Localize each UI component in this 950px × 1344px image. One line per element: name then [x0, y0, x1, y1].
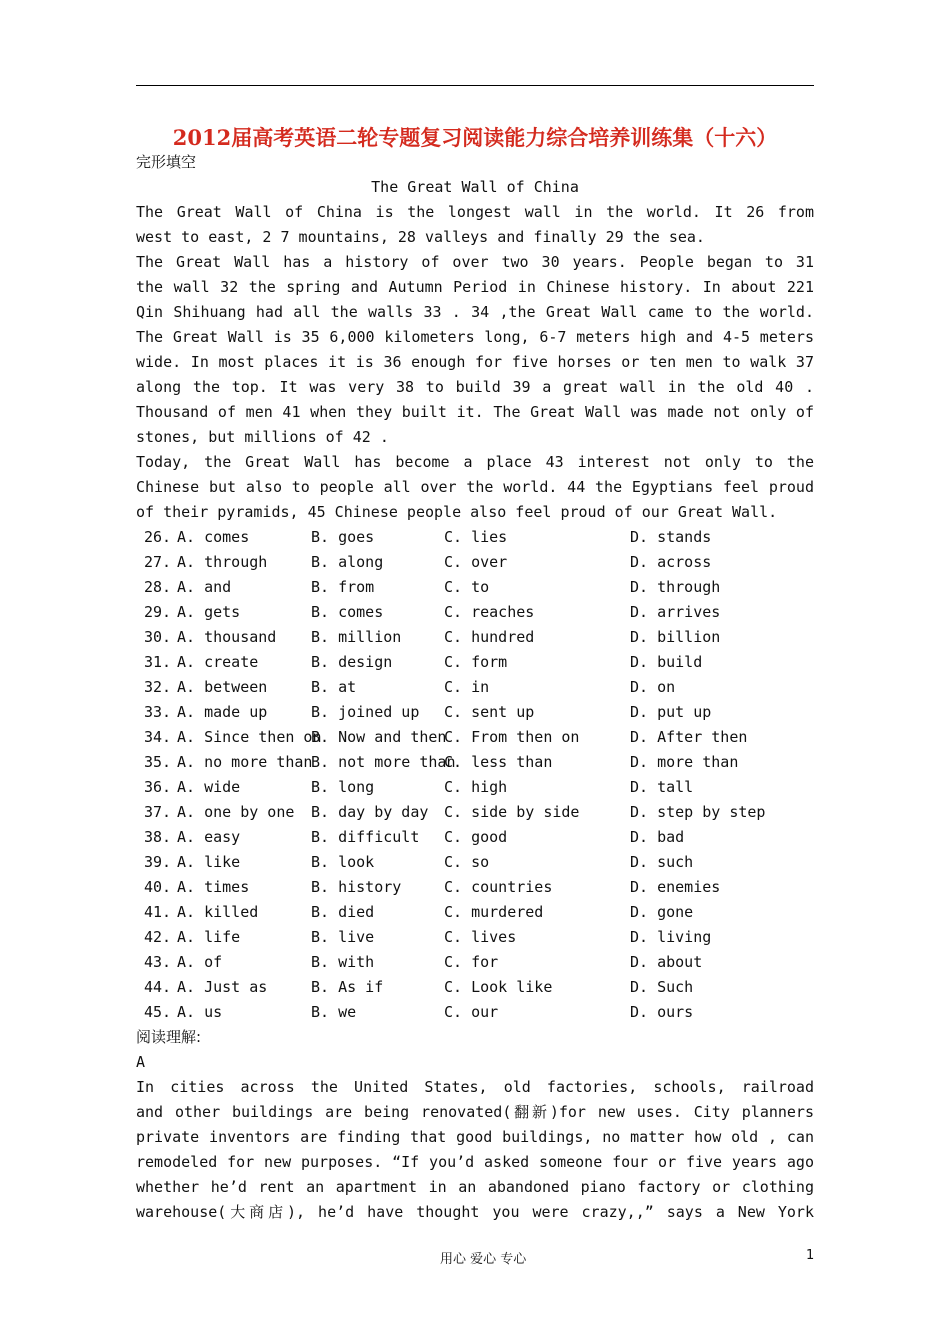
passage-line: along the top. It was very 38 to build 39 a great wall in the old 40 .	[136, 378, 814, 396]
question-list	[136, 525, 814, 1025]
question-number: 28.	[144, 578, 172, 596]
option-d: D. step by step	[630, 803, 766, 821]
question-row	[136, 700, 814, 725]
option-d: D. bad	[630, 828, 685, 846]
question-row	[136, 1000, 814, 1025]
option-c: C. so	[444, 853, 490, 871]
question-row	[136, 550, 814, 575]
option-b: B. day by day	[311, 803, 429, 821]
option-b: B. look	[311, 853, 375, 871]
option-c: C. sent up	[444, 703, 535, 721]
option-d: D. enemies	[630, 878, 721, 896]
question-number: 41.	[144, 903, 172, 921]
question-number: 44.	[144, 978, 172, 996]
option-d: D. across	[630, 553, 712, 571]
option-b: B. comes	[311, 603, 384, 621]
option-a: A. wide	[177, 778, 241, 796]
question-row	[136, 600, 814, 625]
option-d: D. such	[630, 853, 694, 871]
option-b: B. million	[311, 628, 402, 646]
option-a: A. between	[177, 678, 268, 696]
question-number: 31.	[144, 653, 172, 671]
passage-line: stones, but millions of 42 .	[136, 428, 389, 446]
option-c: C. high	[444, 778, 508, 796]
reading-line: private inventors are finding that good buildings, no matter how old , can	[136, 1128, 814, 1146]
option-b: B. As if	[311, 978, 384, 996]
option-b: B. goes	[311, 528, 375, 546]
passage-line: Today, the Great Wall has become a place 43 interest not only to the	[136, 453, 814, 471]
option-c: C. for	[444, 953, 499, 971]
question-row	[136, 775, 814, 800]
passage-line: The Great Wall has a history of over two 30 years. People began to 31	[136, 253, 814, 271]
option-c: C. lives	[444, 928, 517, 946]
passage-line: wide. In most places it is 36 enough for five horses or ten men to walk 37	[136, 353, 814, 371]
option-c: C. our	[444, 1003, 499, 1021]
question-number: 35.	[144, 753, 172, 771]
cloze-passage	[136, 200, 814, 525]
question-row	[136, 925, 814, 950]
section-heading-reading: 阅读理解:	[136, 1028, 202, 1046]
question-row	[136, 800, 814, 825]
option-a: A. times	[177, 878, 250, 896]
reading-line: warehouse(大商店), he’d have thought you were crazy,,” says a New York	[136, 1203, 814, 1221]
option-a: A. easy	[177, 828, 241, 846]
option-c: C. murdered	[444, 903, 544, 921]
passage-line: The Great Wall of China is the longest wall in the world. It 26 from	[136, 203, 814, 221]
reading-passage	[136, 1075, 814, 1225]
page-body	[136, 150, 814, 1225]
reading-line: whether he’d rent an apartment in an abandoned piano factory or clothing	[136, 1178, 814, 1196]
option-c: C. to	[444, 578, 490, 596]
option-b: B. at	[311, 678, 357, 696]
option-c: C. From then on	[444, 728, 580, 746]
question-row	[136, 875, 814, 900]
option-b: B. from	[311, 578, 375, 596]
option-d: D. about	[630, 953, 703, 971]
option-d: D. put up	[630, 703, 712, 721]
option-a: A. us	[177, 1003, 223, 1021]
option-d: D. tall	[630, 778, 694, 796]
option-c: C. reaches	[444, 603, 535, 621]
option-a: A. killed	[177, 903, 259, 921]
page-number: 1	[806, 1248, 815, 1263]
option-b: B. with	[311, 953, 375, 971]
option-d: D. gone	[630, 903, 694, 921]
option-b: B. long	[311, 778, 375, 796]
passage-line: the wall 32 the spring and Autumn Period in Chinese history. In about 221	[136, 278, 814, 296]
passage-line: west to east, 2 7 mountains, 28 valleys and finally 29 the sea.	[136, 228, 705, 246]
option-d: D. ours	[630, 1003, 694, 1021]
question-number: 26.	[144, 528, 172, 546]
question-row	[136, 525, 814, 550]
option-a: A. gets	[177, 603, 241, 621]
option-a: A. through	[177, 553, 268, 571]
option-c: C. Look like	[444, 978, 553, 996]
question-row	[136, 725, 814, 750]
option-a: A. Since then on	[177, 728, 322, 746]
option-d: D. build	[630, 653, 703, 671]
question-number: 29.	[144, 603, 172, 621]
document-title: 2012届高考英语二轮专题复习阅读能力综合培养训练集（十六）	[172, 125, 778, 150]
option-c: C. lies	[444, 528, 508, 546]
question-row	[136, 850, 814, 875]
option-c: C. form	[444, 653, 508, 671]
option-b: B. difficult	[311, 828, 420, 846]
option-a: A. no more than	[177, 753, 313, 771]
option-c: C. good	[444, 828, 508, 846]
question-row	[136, 575, 814, 600]
option-b: B. along	[311, 553, 384, 571]
question-number: 33.	[144, 703, 172, 721]
option-c: C. hundred	[444, 628, 535, 646]
option-c: C. countries	[444, 878, 553, 896]
question-number: 32.	[144, 678, 172, 696]
question-row	[136, 825, 814, 850]
question-row	[136, 950, 814, 975]
option-c: C. less than	[444, 753, 553, 771]
question-number: 42.	[144, 928, 172, 946]
option-a: A. and	[177, 578, 232, 596]
option-d: D. more than	[630, 753, 739, 771]
option-b: B. joined up	[311, 703, 420, 721]
option-a: A. Just as	[177, 978, 268, 996]
option-d: D. living	[630, 928, 712, 946]
question-row	[136, 650, 814, 675]
header-rule	[136, 85, 814, 86]
reading-line: and other buildings are being renovated(翻新)for new uses. City planners	[136, 1103, 814, 1121]
option-b: B. we	[311, 1003, 357, 1021]
option-a: A. one by one	[177, 803, 295, 821]
option-b: B. design	[311, 653, 393, 671]
passage-line: The Great Wall is 35 6,000 kilometers long, 6-7 meters high and 4-5 meters	[136, 328, 814, 346]
option-a: A. create	[177, 653, 259, 671]
passage-line: Qin Shihuang had all the walls 33 . 34 ,the Great Wall came to the world.	[136, 303, 814, 321]
question-number: 39.	[144, 853, 172, 871]
question-row	[136, 675, 814, 700]
passage-line: of their pyramids, 45 Chinese people also feel proud of our Great Wall.	[136, 503, 778, 521]
question-row	[136, 900, 814, 925]
passage-line: Chinese but also to people all over the world. 44 the Egyptians feel proud	[136, 478, 814, 496]
option-b: B. live	[311, 928, 375, 946]
option-d: D. After then	[630, 728, 748, 746]
section-heading-cloze: 完形填空	[136, 153, 197, 171]
passage-line: Thousand of men 41 when they built it. The Great Wall was made not only of	[136, 403, 814, 421]
question-number: 38.	[144, 828, 172, 846]
question-number: 45.	[144, 1003, 172, 1021]
option-d: D. Such	[630, 978, 694, 996]
question-row	[136, 625, 814, 650]
option-a: A. life	[177, 928, 241, 946]
question-number: 37.	[144, 803, 172, 821]
option-b: B. history	[311, 878, 402, 896]
question-number: 43.	[144, 953, 172, 971]
option-d: D. arrives	[630, 603, 721, 621]
option-d: D. on	[630, 678, 676, 696]
option-b: B. not more than	[311, 753, 456, 771]
option-c: C. in	[444, 678, 490, 696]
question-row	[136, 975, 814, 1000]
option-c: C. over	[444, 553, 508, 571]
question-number: 36.	[144, 778, 172, 796]
passage-title: The Great Wall of China	[371, 178, 579, 196]
question-number: 30.	[144, 628, 172, 646]
option-d: D. billion	[630, 628, 721, 646]
option-a: A. like	[177, 853, 241, 871]
option-b: B. died	[311, 903, 375, 921]
question-number: 34.	[144, 728, 172, 746]
option-a: A. of	[177, 953, 223, 971]
reading-line: In cities across the United States, old factories, schools, railroad	[136, 1078, 814, 1096]
option-a: A. made up	[177, 703, 268, 721]
option-a: A. comes	[177, 528, 250, 546]
reading-label: A	[136, 1053, 146, 1071]
option-d: D. through	[630, 578, 721, 596]
option-c: C. side by side	[444, 803, 580, 821]
question-number: 40.	[144, 878, 172, 896]
option-a: A. thousand	[177, 628, 277, 646]
option-d: D. stands	[630, 528, 712, 546]
option-b: B. Now and then	[311, 728, 447, 746]
reading-line: remodeled for new purposes. “If you’d asked someone four or five years ago	[136, 1153, 814, 1171]
footer-text: 用心 爱心 专心	[440, 1252, 527, 1267]
question-row	[136, 750, 814, 775]
question-number: 27.	[144, 553, 172, 571]
